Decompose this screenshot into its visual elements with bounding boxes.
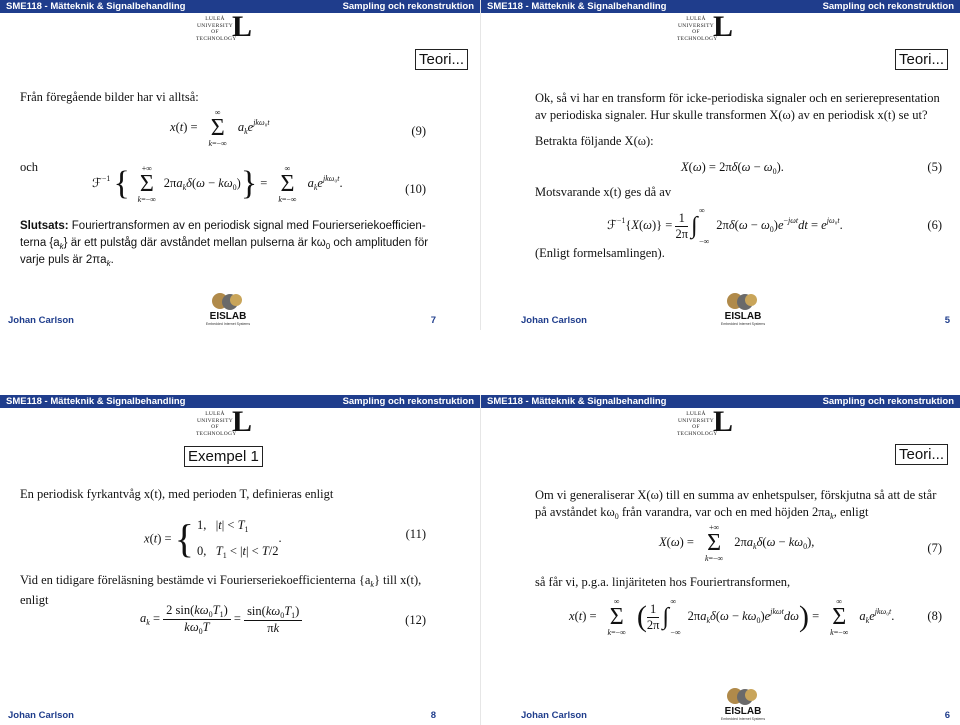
slide-footer (0, 310, 480, 330)
corresponding-text: Motsvarande x(t) ges då av (535, 185, 672, 199)
equation-number-7: (7) (927, 541, 942, 555)
svg-text:Embedded Internet Systems: Embedded Internet Systems (720, 717, 766, 721)
svg-text:EISLAB: EISLAB (724, 311, 762, 322)
earlier-text: Vid en tidigare föreläsning bestämde vi Fourierseriekoefficienterna $\{a_k\}$ till x(t), enligt (20, 573, 422, 607)
equation-number-6: (6) (927, 218, 942, 232)
intro-text: En periodisk fyrkantvåg x(t), med perioden T, definieras enligt (20, 487, 334, 501)
intro-text: Från föregående bilder har vi alltså: (20, 90, 199, 104)
svg-text:Embedded Internet Systems: Embedded Internet Systems (720, 322, 766, 326)
slide-5 (480, 0, 960, 330)
author: Johan Carlson (521, 314, 587, 326)
topic-title: Sampling och rekonstruktion (822, 1, 954, 12)
equation-number-12: (12) (405, 613, 426, 627)
topic-title: Sampling och rekonstruktion (342, 1, 474, 12)
conclusion-text: Slutsats: Fouriertransformen av en periodisk signal med Fourierseriekoefficien-terna $\{a_k\}$ är ett pulståg där avståndet mellan pulserna är $k\omega_0$ och amplituden för varje puls är $2\pi a_k$. (20, 220, 429, 268)
intro-text: Om vi generaliserar X(ω) till en summa av enhetspulser, förskjutna så att de står på avståndet $k\omega_0$ från varandra, var och en med höjden $2\pi a_k$, enligt (535, 488, 937, 521)
ltu-logo: LULEÅ UNIVERSITY OF TECHNOLOGY L (196, 10, 253, 43)
course-title: SME118 - Mätteknik & Signalbehandling (6, 396, 186, 407)
slide-footer (0, 705, 480, 725)
page-number: 8 (430, 709, 436, 721)
formula-note: (Enligt formelsamlingen). (535, 246, 665, 260)
section-badge: Exempel 1 (184, 446, 263, 467)
equation-7: X(ω) = +∞ Σ k=−∞ $2\pi a_k\delta(\omega - k\omega_0)$, (659, 523, 815, 563)
author: Johan Carlson (8, 314, 74, 326)
slide-footer (481, 310, 960, 330)
slide-footer (481, 705, 960, 725)
equation-number-11: (11) (405, 527, 426, 541)
section-badge: Teori... (415, 49, 468, 70)
svg-text:EISLAB: EISLAB (724, 706, 762, 717)
ltu-logo: LULEÅ UNIVERSITY OF TECHNOLOGY L (677, 405, 734, 438)
svg-text:EISLAB: EISLAB (209, 311, 247, 322)
equation-9: x(t) = ∞ Σ k=−∞ $a_ke^{jk\omega_0t}$ (170, 108, 270, 148)
svg-text:Embedded Internet Systems: Embedded Internet Systems (205, 322, 251, 326)
equation-number-9: (9) (411, 124, 426, 138)
course-title: SME118 - Mätteknik & Signalbehandling (487, 1, 667, 12)
linearity-text: så får vi, p.g.a. linjäriteten hos Fouriertransformen, (535, 575, 791, 589)
equation-6: ℱ$^{-1}${X(ω)} = $\frac{1}{2\pi}$ ∞ ∫ −∞ $2\pi\delta(\omega - \omega_0)e^{-j\omega t}dt = e^{j\omega_0t}$. (607, 206, 843, 246)
course-title: SME118 - Mätteknik & Signalbehandling (6, 1, 186, 12)
slide-7 (0, 0, 480, 330)
equation-12: $a_k$ = $\frac{2 \sin(k\omega_0T_1)}{k\omega_0T}$ = $\frac{\sin(k\omega_0T_1)}{\pi k}$ (140, 603, 302, 636)
equation-number-10: (10) (405, 182, 426, 196)
page-number: 7 (430, 314, 436, 326)
slide-6 (480, 395, 960, 725)
equation-11: x(t) = { 1, $|t| < T_1$ 0, $T_1 < |t| < T/2$. (144, 516, 282, 561)
equation-number-5: (5) (927, 160, 942, 174)
page-number: 5 (944, 314, 950, 326)
intro-text: Ok, så vi har en transform för icke-periodiska signaler och en serierepresentation av periodiska signaler. Hur skulle transformen X(ω) av en periodisk x(t) se ut? (535, 91, 940, 122)
equation-5: $X(\omega) = 2\pi\delta(\omega - \omega_0)$. (681, 160, 784, 176)
ltu-logo: LULEÅ UNIVERSITY OF TECHNOLOGY L (196, 405, 253, 438)
course-title: SME118 - Mätteknik & Signalbehandling (487, 396, 667, 407)
ltu-logo: LULEÅ UNIVERSITY OF TECHNOLOGY L (677, 10, 734, 43)
section-badge: Teori... (895, 444, 948, 465)
topic-title: Sampling och rekonstruktion (342, 396, 474, 407)
page-number: 6 (944, 709, 950, 721)
equation-number-8: (8) (927, 609, 942, 623)
consider-text: Betrakta följande X(ω): (535, 134, 654, 148)
slide-8 (0, 395, 480, 725)
author: Johan Carlson (8, 709, 74, 721)
equation-10: ℱ$^{-1}$ { +∞ Σ k=−∞ $2\pi a_k\delta(\omega - k\omega_0)$} = ∞ Σ k=−∞ $a_ke^{jk\omega_0t}$. (92, 164, 343, 204)
section-badge: Teori... (895, 49, 948, 70)
equation-8: x(t) = ∞ Σ k=−∞ ( $\frac{1}{2\pi}$ ∞ ∫ −∞ $2\pi a_k\delta(\omega - k\omega_0)e^{jk\omega t}d\omega$) = ∞ Σ k=−∞ $a_ke^{jk\omega_0t}$. (569, 597, 895, 637)
och-label: och (20, 160, 39, 174)
topic-title: Sampling och rekonstruktion (822, 396, 954, 407)
author: Johan Carlson (521, 709, 587, 721)
